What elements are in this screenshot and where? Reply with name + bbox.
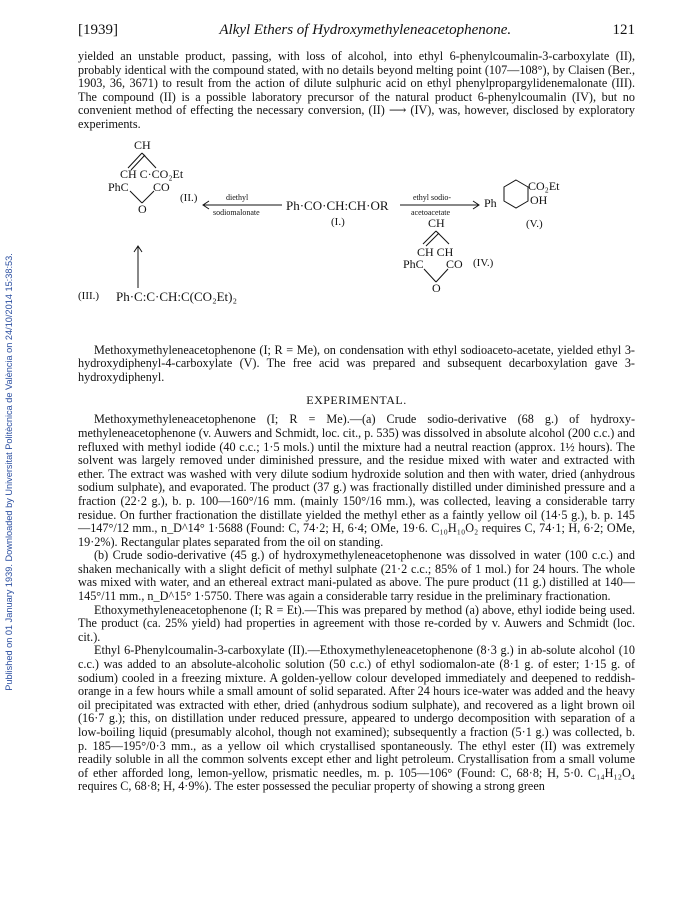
label-iv: (IV.) (473, 256, 494, 269)
sidebar-text: Published on 01 January 1939. Downloaded by Universitat Politècnica de València on 24/10/2014 15:38:53. (4, 253, 14, 691)
paragraph-6: Ethyl 6-Phenylcoumalin-3-carboxylate (II).—Ethoxymethyleneacetophenone (8·3 g.) in ab-solute alcohol (10 c.c.) was added to an absolute-alcoholic solution (50 c.c.) of ethyl sodiomalon-ate (8·1 g. of ester; 1·15 g. of sodium) cooled in a freezing mixture. A golden-yellow colour developed immediately and deepened to reddish-orange in a few hours while a small amount of solid separated. After 24 hours ice-water was added and the heavy oil precipitated was extracted with ether, dried (anhydrous sodium sulphate), and recovered as a light brown oil (16·7 g.); this, on distillation under reduced pressure, appeared to undergo decomposition with separation of a low-boiling liquid (presumably alcohol, though not examined); subsequently a fraction (5·1 g.) was collected, b. p. 185—195°/0·3 mm., as a yellow oil which crystallised spontaneously. The ethyl ester (II) was extremely readily soluble in all the common solvents except ether and light petroleum. Crystallisation from a small volume of ether afforded long, lemon-yellow, prismatic needles, m. p. 105—106° (Found: C, 68·8; H, 5·0. C₁₄H₁₂O₄ requires C, 68·8; H, 4·9%). The ester possessed the peculiar property of showing a strong green (78, 643, 635, 794)
phc-iv: PhC (403, 256, 424, 271)
chch-iv: CH CH (417, 244, 454, 259)
download-sidebar (2, 72, 16, 872)
co: CO (153, 179, 170, 194)
header-title: Alkyl Ethers of Hydroxymethyleneacetophenone. (219, 22, 512, 38)
arrow-right-bottom: acetoacetate (411, 207, 451, 217)
header-year: [1939] (78, 22, 118, 38)
paragraph-2: Methoxymethyleneacetophenone (I; R = Me), on condensation with ethyl sodioaceto-acetate, yielded ethyl 3-hydroxydiphenyl-4-carboxylate (V). The free acid was prepared and subsequent decarboxylation gave 3-hydroxydiphenyl. (78, 342, 635, 384)
running-header (78, 22, 635, 39)
paragraph-4: (b) Crude sodio-derivative (45 g.) of hydroxymethyleneacetophenone was dissolved in water (100 c.c.) and shaken mechanically with a slight deficit of methyl sulphate (21·2 c.c.; 85% of 1 mol.) for 24 hours. The whole was mixed with water, and an ethereal extract mani-pulated as above. The pure product (11 g.) distilled at 140—145°/11 mm., n_D^15° 1·5750. There was again a considerable tarry residue in the preliminary fractionation. (78, 548, 635, 604)
o-iv: O (432, 280, 441, 295)
ch-top: CH (134, 137, 151, 152)
o: O (138, 201, 147, 216)
arrow-left-bottom: sodiomalonate (213, 207, 260, 217)
paragraph-5: Ethoxymethyleneacetophenone (I; R = Et).—This was prepared by method (a) above, ethyl iodide being used. The product (ca. 25% yield) had properties in agreement with those re-corded by v. Auwers and Schmidt (loc. cit.). (78, 602, 635, 644)
co2et-v: CO₂Et (528, 178, 560, 193)
label-ii: (II.) (180, 191, 198, 204)
page (78, 22, 635, 794)
ch-ring: CH C·CO₂Et (120, 166, 184, 181)
label-iii: (III.) (78, 289, 100, 302)
section-heading: EXPERIMENTAL. (306, 393, 407, 408)
arrow-left-top: diethyl (226, 192, 249, 202)
arrow-right-top: ethyl sodio- (413, 192, 451, 202)
oh-v: OH (530, 192, 548, 207)
paragraph-3: Methoxymethyleneacetophenone (I; R = Me).—(a) Crude sodio-derivative (68 g.) of hydroxy-methyleneacetophenone (v. Auwers and Schmidt, loc. cit., p. 535) was dissolved in absolute alcohol (200 c.c.) and refluxed with methyl iodide (40 c.c.; 1·5 mols.) until the mixture had a neutral reaction (approx. 1½ hours). The solvent was largely removed under diminished pressure, and the residue mixed with water and extracted with ether. The extract was washed with very dilute sodium hydroxide solution and then with water, dried (anhydrous sodium sulphate), and evaporated. The product (37 g.) was fractionally distilled under diminished pressure and a fraction (22·2 g.), b. p. 100—160°/16 mm. (mainly 150°/16 mm.), was collected, leaving a considerable tarry residue. On further fractionation the distillate yielded the methyl ether as a faintly yellow oil (14·5 g.), b. p. 145—147°/12 mm., n_D^14° 1·5688 (Found: C, 74·2; H, 6·4; OMe, 19·6. C₁₀H₁₀O₂ requires C, 74·1; H, 6·2; OMe, 19·2%). Rectangular plates separated from the oil on standing. (78, 412, 635, 549)
center-compound: Ph·CO·CH:CH·OR (286, 197, 389, 213)
co-iv: CO (446, 256, 463, 271)
formula-iii: Ph·C:C·CH:C(CO₂Et)₂ (116, 288, 238, 304)
label-v: (V.) (526, 217, 543, 230)
reaction-scheme (78, 136, 635, 338)
label-i: (I.) (331, 215, 345, 228)
ch-iv: CH (428, 215, 445, 230)
header-page: 121 (612, 22, 635, 38)
ph-v: Ph (484, 195, 497, 210)
phc: PhC (108, 179, 129, 194)
intro-paragraph: yielded an unstable product, passing, with loss of alcohol, into ethyl 6-phenylcoumalin-3-carboxylate (II), probably identical with the compound stated, with no details beyond melting point (107—108°), by Claisen (Ber., 1903, 36, 3671) to result from the action of dilute sulphuric acid on ethyl phenylpropargylidenemalonate (III). The compound (II) is a possible laboratory precursor of the natural product 6-phenylcoumalin (IV), but no convenient method of effecting the necessary conversion, (II) ⟶ (IV), was, however, disclosed by exploratory experiments. (78, 49, 635, 131)
